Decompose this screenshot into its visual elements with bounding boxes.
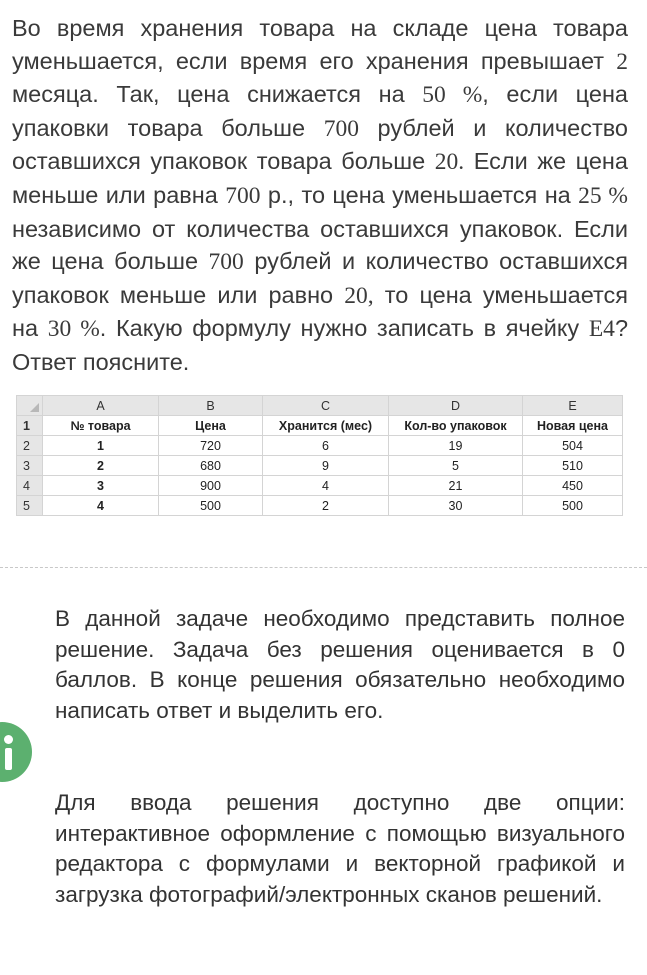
cell[interactable]: 900 — [159, 476, 263, 496]
problem-text-segment: то цена уменьшается на — [12, 281, 629, 342]
cell[interactable]: 5 — [389, 456, 523, 476]
info-icon — [0, 722, 32, 782]
table-row — [17, 476, 623, 496]
row-number[interactable]: 4 — [17, 476, 43, 496]
problem-number: 25 % — [578, 182, 629, 209]
info-icon-stem — [5, 748, 12, 770]
cell[interactable]: 4 — [43, 496, 159, 516]
problem-text-segment: независимо от количества оставшихся упаковок. Если же цена больше — [12, 215, 628, 275]
row-number[interactable]: 3 — [17, 456, 43, 476]
section-divider — [0, 567, 647, 568]
column-header-d[interactable]: D — [389, 396, 523, 416]
problem-number: 700 — [208, 249, 244, 276]
problem-number: 2 — [616, 48, 628, 75]
cell[interactable]: 504 — [523, 436, 623, 456]
header-cell-package-count[interactable]: Кол-во упаковок — [389, 416, 523, 436]
info-icon-dot — [4, 735, 13, 744]
problem-text-segment: ? Ответ поясните. — [12, 315, 629, 375]
cell[interactable]: 680 — [159, 456, 263, 476]
row-number[interactable]: 1 — [17, 416, 43, 436]
column-header-a[interactable]: A — [43, 396, 159, 416]
header-cell-price[interactable]: Цена — [159, 416, 263, 436]
column-header-b[interactable]: B — [159, 396, 263, 416]
row-number[interactable]: 5 — [17, 496, 43, 516]
column-header-e[interactable]: E — [523, 396, 623, 416]
problem-number: 20, — [344, 282, 374, 309]
cell[interactable]: 19 — [389, 436, 523, 456]
spreadsheet-table — [16, 395, 623, 516]
cell[interactable]: 2 — [263, 496, 389, 516]
cell[interactable]: 9 — [263, 456, 389, 476]
cell[interactable]: 510 — [523, 456, 623, 476]
problem-number: 50 % — [422, 82, 483, 109]
table-row — [17, 456, 623, 476]
column-header-row — [17, 396, 623, 416]
header-cell-new-price[interactable]: Новая цена — [523, 416, 623, 436]
problem-text-segment: р., то цена уменьшается на — [260, 181, 579, 208]
cell[interactable]: 4 — [263, 476, 389, 496]
cell[interactable]: 30 — [389, 496, 523, 516]
select-all-corner[interactable] — [17, 396, 43, 416]
problem-text-segment: рублей и количество оставшихся упаковок товара больше — [12, 114, 628, 175]
cell[interactable]: 2 — [43, 456, 159, 476]
problem-text-segment: месяца. Так, цена снижается на — [12, 81, 423, 108]
info-paragraph-input-options: Для ввода решения доступно две опции: интерактивное оформление с помощью визуального редактора с формулами и векторной графикой и загрузка фотографий/электронных сканов решений. — [55, 790, 625, 907]
header-cell-storage-months[interactable]: Хранится (мес) — [263, 416, 389, 436]
row-number[interactable]: 2 — [17, 436, 43, 456]
problem-number: 30 % — [47, 316, 100, 343]
cell[interactable]: 720 — [159, 436, 263, 456]
cell[interactable]: 3 — [43, 476, 159, 496]
cell[interactable]: 21 — [389, 476, 523, 496]
table-row — [17, 436, 623, 456]
cell[interactable]: 1 — [43, 436, 159, 456]
problem-text — [12, 12, 628, 379]
problem-text-segment: Во время хранения товара на складе цена товара уменьшается, если время его хранения превышает — [12, 15, 628, 74]
column-header-c[interactable]: C — [263, 396, 389, 416]
select-all-triangle-icon — [30, 403, 39, 412]
cell[interactable]: 450 — [523, 476, 623, 496]
header-cell-item-number[interactable]: № товара — [43, 416, 159, 436]
table-header-row — [17, 416, 623, 436]
cell[interactable]: 500 — [523, 496, 623, 516]
problem-text-segment: . Какую формулу нужно записать в ячейку — [99, 315, 589, 342]
problem-number: 700 — [323, 115, 359, 142]
problem-text-segment: рублей и количество оставшихся упаковок меньше или равно — [12, 248, 628, 308]
problem-cell-ref: E4 — [588, 316, 615, 343]
cell[interactable]: 6 — [263, 436, 389, 456]
problem-text-segment: Если же цена меньше или равна — [12, 148, 628, 208]
cell[interactable]: 500 — [159, 496, 263, 516]
table-row — [17, 496, 623, 516]
info-paragraph-requirements: В данной задаче необходимо представить полное решение. Задача без решения оценивается в 0 баллов. В конце решения обязательно необходимо написать ответ и выделить его. — [55, 606, 625, 723]
problem-number: 700 — [225, 182, 261, 209]
problem-text-segment: , если цена упаковки товара больше — [12, 81, 628, 141]
problem-number: 20. — [434, 149, 465, 176]
